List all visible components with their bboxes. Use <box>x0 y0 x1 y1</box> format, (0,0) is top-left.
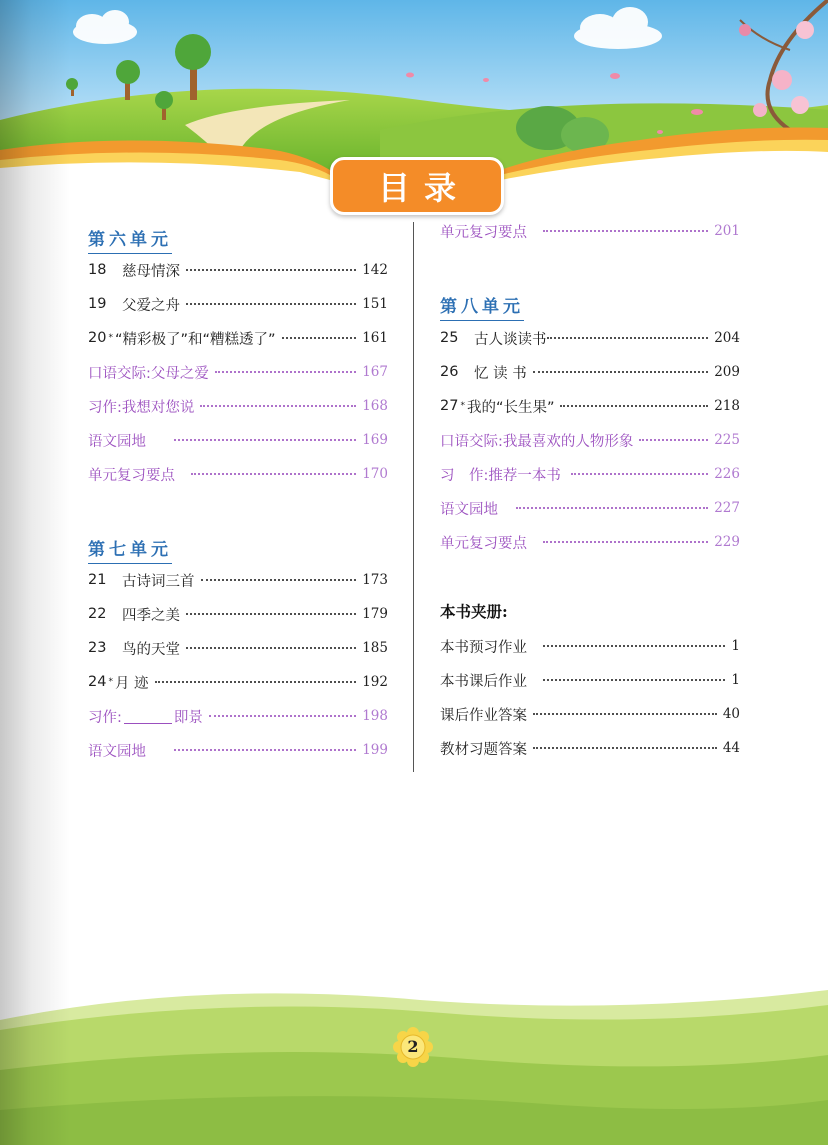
toc-entry[interactable] <box>440 736 740 760</box>
supplement-heading: 本书夹册: <box>440 602 508 621</box>
entry-title: 习作:我想对您说 <box>88 399 195 416</box>
leader-dots <box>533 747 717 749</box>
entry-title: 口语交际:父母之爱 <box>88 365 209 382</box>
lesson-number: 21 <box>88 572 107 588</box>
leader-dots <box>533 713 717 715</box>
page-ref: 227 <box>714 500 740 516</box>
entry-title: 鸟的天堂 <box>122 641 180 658</box>
leader-dots <box>186 613 356 615</box>
toc-entry[interactable] <box>88 258 388 282</box>
page-ref: 142 <box>362 262 388 278</box>
entry-title: 语文园地 <box>88 743 146 760</box>
entry-title: 教材习题答案 <box>440 741 527 758</box>
toc-entry[interactable] <box>440 219 740 243</box>
toc-entry[interactable] <box>440 360 740 384</box>
page-ref: 1 <box>731 638 740 654</box>
page-ref: 170 <box>362 466 388 482</box>
page-ref: 40 <box>722 706 740 722</box>
entry-title: 习 作:推荐一本书 <box>440 467 561 484</box>
lesson-number: 20 <box>88 330 107 346</box>
leader-dots <box>516 507 708 509</box>
leader-dots <box>200 405 356 407</box>
lesson-number: 24 <box>88 674 107 690</box>
page-number-badge <box>393 1027 433 1067</box>
leader-dots <box>543 541 708 543</box>
page-ref: 168 <box>362 398 388 414</box>
unit-heading: 第八单元 <box>440 292 524 321</box>
toc-entry[interactable] <box>88 738 388 762</box>
page-ref: 169 <box>362 432 388 448</box>
page-ref: 151 <box>362 296 388 312</box>
page-ref: 198 <box>362 708 388 724</box>
entry-title: 课后作业答案 <box>440 707 527 724</box>
toc-entry[interactable] <box>88 360 388 384</box>
toc-entry[interactable] <box>88 462 388 486</box>
entry-title: 语文园地 <box>88 433 146 450</box>
entry-title: 本书课后作业 <box>440 673 527 690</box>
entry-title: 古诗词三首 <box>122 573 195 590</box>
unit-heading: 第七单元 <box>88 535 172 564</box>
toc-entry[interactable] <box>88 568 388 592</box>
page-ref: 1 <box>731 672 740 688</box>
toc-entry[interactable] <box>440 428 740 452</box>
entry-title: 单元复习要点 <box>88 467 175 484</box>
toc-entry[interactable] <box>88 394 388 418</box>
leader-dots <box>186 269 356 271</box>
entry-title: 本书预习作业 <box>440 639 527 656</box>
entry-title: 四季之美 <box>122 607 180 624</box>
entry-title: 月 迹 <box>114 675 149 692</box>
page-title-badge <box>330 157 504 215</box>
entry-title-prefix: 习作: <box>88 709 122 726</box>
leader-dots <box>155 681 357 683</box>
column-divider <box>413 222 414 772</box>
toc-entry[interactable] <box>88 326 388 350</box>
optional-lesson-star: * <box>108 333 113 343</box>
entry-title: 单元复习要点 <box>440 535 527 552</box>
leader-dots <box>282 337 357 339</box>
unit-heading: 第六单元 <box>88 225 172 254</box>
lesson-number: 23 <box>88 640 107 656</box>
toc-entry[interactable] <box>88 428 388 452</box>
lesson-number: 22 <box>88 606 107 622</box>
toc-entry[interactable] <box>88 292 388 316</box>
lesson-number: 25 <box>440 330 459 346</box>
entry-title: 古人谈读书 <box>474 331 547 348</box>
entry-title: “精彩极了”和“糟糕透了” <box>114 331 276 348</box>
entry-title: 父爱之舟 <box>122 297 180 314</box>
toc-entry[interactable] <box>88 704 388 728</box>
toc-entry[interactable] <box>440 462 740 486</box>
leader-dots <box>547 337 709 339</box>
page-ref: 173 <box>362 572 388 588</box>
toc-entry[interactable] <box>440 394 740 418</box>
entry-title: 口语交际:我最喜欢的人物形象 <box>440 433 634 450</box>
toc-entry[interactable] <box>440 668 740 692</box>
leader-dots <box>186 303 356 305</box>
lesson-number: 18 <box>88 262 107 278</box>
toc-entry[interactable] <box>440 634 740 658</box>
entry-title: 单元复习要点 <box>440 224 527 241</box>
toc-entry[interactable] <box>440 496 740 520</box>
page-ref: 229 <box>714 534 740 550</box>
page-ref: 201 <box>714 223 740 239</box>
fill-in-blank <box>124 709 172 724</box>
entry-title: 我的“长生果” <box>466 399 555 416</box>
leader-dots <box>215 371 356 373</box>
leader-dots <box>571 473 708 475</box>
page-ref: 192 <box>362 674 388 690</box>
entry-title: 语文园地 <box>440 501 498 518</box>
leader-dots <box>533 371 709 373</box>
toc-entry[interactable] <box>440 326 740 350</box>
page-ref: 167 <box>362 364 388 380</box>
leader-dots <box>174 749 356 751</box>
leader-dots <box>209 715 356 717</box>
optional-lesson-star: * <box>460 401 465 411</box>
toc-entry[interactable] <box>88 636 388 660</box>
leader-dots <box>201 579 357 581</box>
leader-dots <box>560 405 708 407</box>
page-ref: 161 <box>362 330 388 346</box>
page-ref: 218 <box>714 398 740 414</box>
lesson-number: 27 <box>440 398 459 414</box>
page-ref: 209 <box>714 364 740 380</box>
toc-entry[interactable] <box>440 702 740 726</box>
lesson-number: 19 <box>88 296 107 312</box>
page-ref: 44 <box>722 740 740 756</box>
page-ref: 185 <box>362 640 388 656</box>
page-ref: 225 <box>714 432 740 448</box>
page-ref: 226 <box>714 466 740 482</box>
page-title: 目录 <box>377 169 470 207</box>
leader-dots <box>543 645 725 647</box>
leader-dots <box>174 439 356 441</box>
entry-title: 慈母情深 <box>122 263 180 280</box>
optional-lesson-star: * <box>108 677 113 687</box>
page-number: 2 <box>407 1037 419 1056</box>
lesson-number: 26 <box>440 364 459 380</box>
leader-dots <box>639 439 708 441</box>
toc-entry[interactable] <box>88 602 388 626</box>
toc-entry[interactable] <box>88 670 388 694</box>
leader-dots <box>186 647 356 649</box>
entry-title-suffix: 即景 <box>173 709 203 726</box>
page-ref: 204 <box>714 330 740 346</box>
leader-dots <box>191 473 356 475</box>
leader-dots <box>543 230 708 232</box>
page-ref: 179 <box>362 606 388 622</box>
page-ref: 199 <box>362 742 388 758</box>
toc-entry[interactable] <box>440 530 740 554</box>
entry-title: 忆 读 书 <box>474 365 527 382</box>
leader-dots <box>543 679 725 681</box>
